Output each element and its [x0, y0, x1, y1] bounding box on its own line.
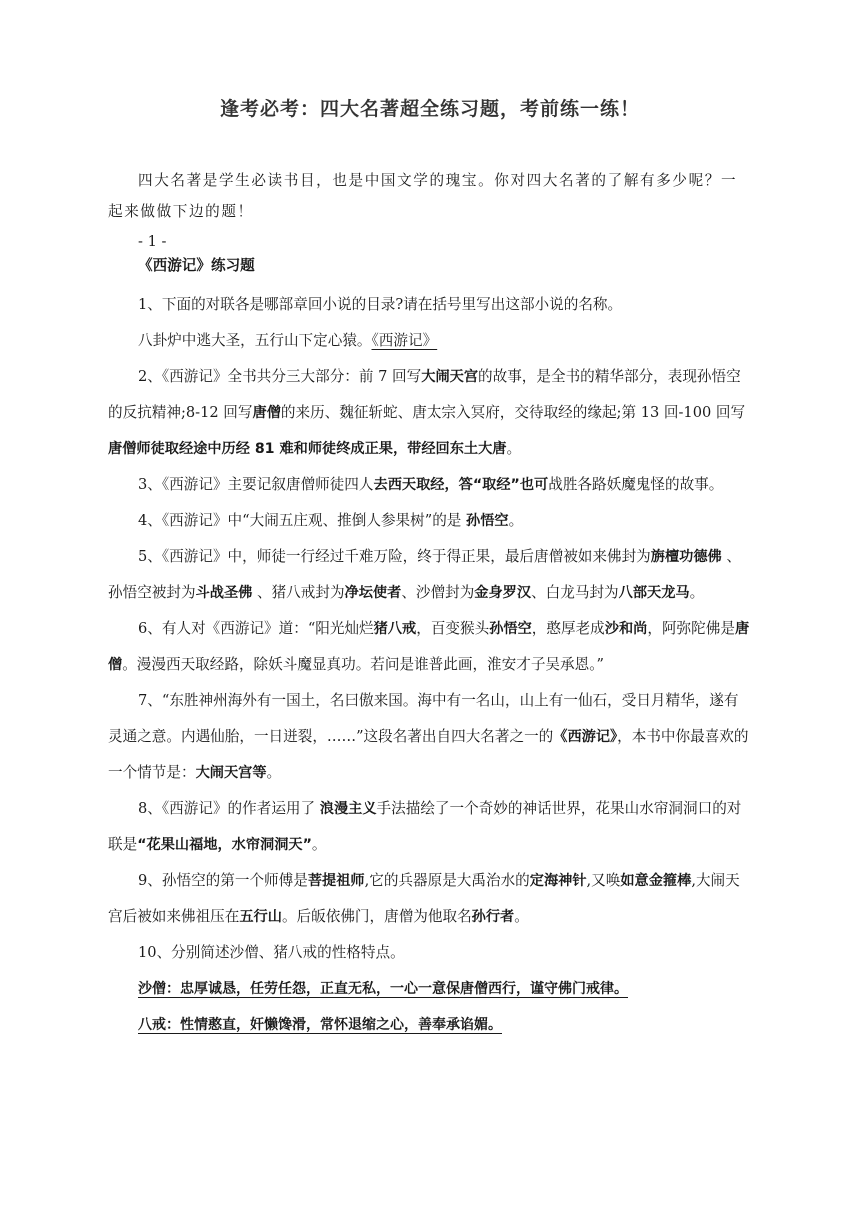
question-6 — [108, 611, 752, 683]
q8-text-2: 手法描绘了一个奇妙的神话世界，花果山水帘洞洞口的对联是 — [108, 800, 742, 853]
q9-text-5: 。后皈依佛门，唐僧为他取名 — [281, 908, 472, 925]
question-4 — [108, 503, 752, 539]
q5-answer-4: 金身罗汉 — [474, 585, 532, 601]
question-1-couplet — [108, 323, 752, 359]
page-number: - 1 - — [138, 233, 167, 250]
q5-text-1: 5、《西游记》中，师徒一行经过千难万险，终于得正果，最后唐僧被如来佛封为 — [138, 548, 651, 565]
q8-answer-1: 浪漫主义 — [319, 801, 377, 817]
q2-text-1: 2、《西游记》全书共分三大部分：前 7 回写 — [138, 368, 422, 385]
q9-answer-1: 菩提祖师 — [307, 873, 365, 889]
question-9 — [108, 863, 752, 935]
q5-text-3: 、猪八戒封为 — [252, 584, 345, 601]
couplet-text: 八卦炉中逃大圣，五行山下定心猿。 — [138, 332, 372, 349]
q7-text-2: ，本书中你最喜欢的一个情节是： — [108, 728, 749, 781]
q2-text-2: 的故事，是全书的精华部分，表现孙悟空的反抗精神;8-12 回写 — [108, 368, 741, 421]
q9-answer-2: 定海神针 — [529, 873, 587, 889]
q3-answer-1: 去西天取经，答“取经”也可 — [373, 477, 549, 493]
q5-text-6: 。 — [689, 584, 705, 601]
q7-text-1: 7、“东胜神州海外有一国土，名曰傲来国。海中有一名山，山上有一仙石，受日月精华，遂有灵通之意。内遇仙胎，一日迸裂，……”这段名著出自四大名著之一的 — [108, 692, 739, 745]
answer-sha-seng — [108, 971, 752, 1007]
q5-text-2: 、孙悟空被封为 — [108, 548, 741, 601]
couplet-answer: 《西游记》 — [371, 332, 438, 349]
q5-text-5: 、白龙马封为 — [531, 584, 619, 601]
q6-answer-4: 唐僧 — [108, 621, 750, 673]
q7-answer-2: 大闹天宫等 — [195, 765, 267, 781]
q6-answer-2: 孙悟空 — [489, 621, 532, 637]
q8-text-1: 8、《西游记》的作者运用了 — [138, 800, 320, 817]
q9-answer-5: 孙行者 — [471, 909, 515, 925]
q8-text-3: 。 — [311, 836, 327, 853]
q4-text-1: 4、《西游记》中“大闹五庄观、推倒人参果树”的是 — [138, 512, 467, 529]
q3-text-2: 战胜各路妖魔鬼怪的故事。 — [548, 476, 724, 493]
answer-ba-jie-text: 八戒：性情憨直，奸懒馋滑，常怀退缩之心，善奉承谄媚。 — [138, 1017, 502, 1033]
q2-text-3: 的来历、魏征斩蛇、唐太宗入冥府，交待取经的缘起;第 13 回-100 回写 — [280, 404, 746, 421]
q9-text-4: ,大闹天宫后被如来佛祖压在 — [108, 872, 740, 925]
question-5 — [108, 539, 752, 611]
q6-text-5: 。漫漫西天取经路，除妖斗魔显真功。若问是谁普此画，淮安才子吴承恩。” — [122, 656, 604, 673]
question-7 — [108, 683, 752, 791]
q7-answer-1: 《西游记》 — [553, 729, 618, 745]
q2-text-4: 。 — [506, 440, 522, 457]
q9-text-3: ,又唤 — [586, 872, 621, 889]
q2-answer-1: 大闹天宫 — [421, 369, 479, 385]
q9-answer-4: 五行山 — [239, 909, 282, 925]
q5-text-4: 、沙僧封为 — [401, 584, 475, 601]
q4-text-2: 。 — [508, 512, 524, 529]
question-8 — [108, 791, 752, 863]
page-title: 逢考必考：四大名著超全练习题，考前练一练！ — [219, 98, 640, 120]
q7-text-3: 。 — [266, 764, 282, 781]
section-title: 《西游记》练习题 — [138, 257, 255, 274]
answer-sha-seng-text: 沙僧：忠厚诚恳，任劳任怨，正直无私，一心一意保唐僧西行，谨守佛门戒律。 — [138, 981, 628, 997]
q2-answer-2: 唐僧 — [252, 405, 281, 421]
q5-answer-5: 八部天龙马 — [618, 585, 690, 601]
q5-answer-2: 斗战圣佛 — [195, 585, 253, 601]
q6-answer-1: 猪八戒 — [373, 621, 417, 637]
question-1: 1、下面的对联各是哪部章回小说的目录?请在括号里写出这部小说的名称。 — [138, 296, 623, 313]
q9-text-1: 9、孙悟空的第一个师傅是 — [138, 872, 308, 889]
q9-text-2: ,它的兵器原是大禹治水的 — [364, 872, 530, 889]
q6-text-4: ，阿弥陀佛是 — [647, 620, 735, 637]
q6-text-3: ，憨厚老成 — [531, 620, 605, 637]
q6-text-2: ，百变猴头 — [416, 620, 490, 637]
q9-answer-3: 如意金箍棒 — [620, 873, 692, 889]
q9-text-6: 。 — [514, 908, 529, 925]
question-3 — [108, 467, 752, 503]
q6-answer-3: 沙和尚 — [604, 621, 648, 637]
q8-answer-2: “花果山福地，水帘洞洞天” — [137, 837, 312, 853]
question-10: 10、分别简述沙僧、猪八戒的性格特点。 — [138, 944, 405, 961]
intro-paragraph: 四大名著是学生必读书目，也是中国文学的瑰宝。你对四大名著的了解有多少呢？一起来做做下边的题！ — [108, 172, 738, 220]
q5-answer-3: 净坛使者 — [344, 585, 402, 601]
q5-answer-1: 旃檀功德佛 — [650, 549, 722, 565]
question-2 — [108, 359, 752, 467]
answer-ba-jie — [108, 1007, 752, 1043]
q4-answer-1: 孙悟空 — [466, 513, 509, 529]
q6-text-1: 6、有人对《西游记》道：“阳光灿烂 — [138, 620, 374, 637]
q3-text-1: 3、《西游记》主要记叙唐僧师徒四人 — [138, 476, 374, 493]
q2-answer-3: 唐僧师徒取经途中历经 81 难和师徒终成正果，带经回东土大唐 — [108, 441, 507, 457]
